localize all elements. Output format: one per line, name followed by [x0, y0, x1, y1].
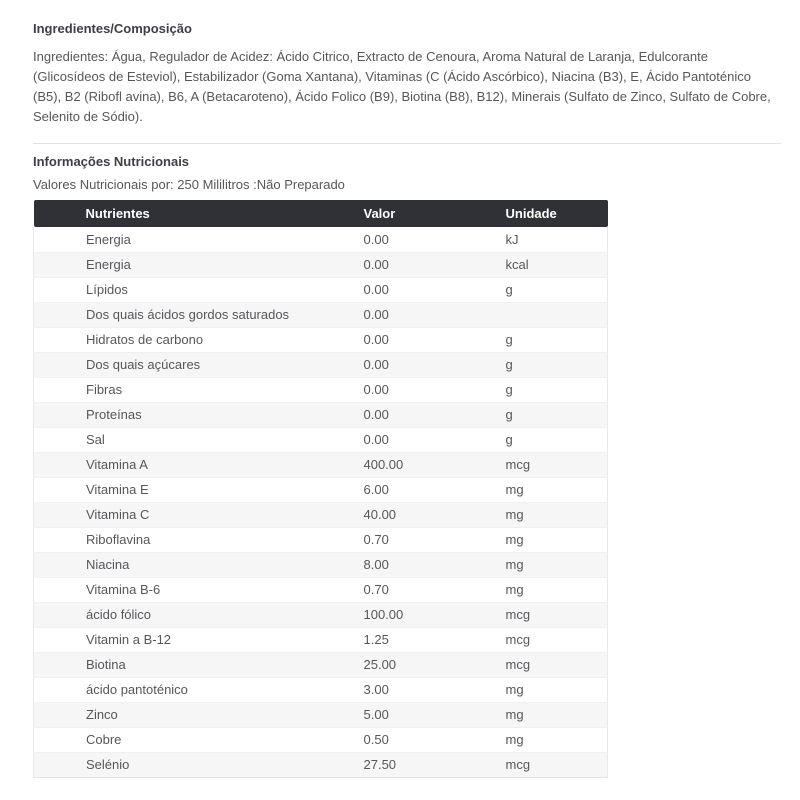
- value-cell: 25.00: [364, 652, 506, 677]
- unit-cell: kJ: [506, 227, 608, 252]
- unit-cell: [506, 302, 608, 327]
- nutrition-table-header: [34, 200, 608, 227]
- nutrient-cell: Sal: [34, 427, 364, 452]
- table-row: [34, 427, 608, 452]
- unit-cell: mcg: [506, 452, 608, 477]
- value-cell: 0.70: [364, 577, 506, 602]
- ingredients-title: Ingredientes/Composição: [33, 21, 192, 36]
- value-cell: 0.00: [364, 302, 506, 327]
- unit-cell: mcg: [506, 652, 608, 677]
- table-row: [34, 302, 608, 327]
- section-divider: [33, 143, 781, 144]
- unit-cell: mcg: [506, 602, 608, 627]
- nutrient-cell: Selénio: [34, 752, 364, 777]
- table-row: [34, 527, 608, 552]
- unit-cell: mg: [506, 577, 608, 602]
- nutrient-cell: ácido pantoténico: [34, 677, 364, 702]
- value-cell: 100.00: [364, 602, 506, 627]
- table-row: [34, 602, 608, 627]
- value-cell: 0.50: [364, 727, 506, 752]
- value-cell: 40.00: [364, 502, 506, 527]
- nutrient-cell: Fibras: [34, 377, 364, 402]
- value-cell: 0.00: [364, 427, 506, 452]
- nutrient-cell: Lípidos: [34, 277, 364, 302]
- table-row: [34, 352, 608, 377]
- unit-cell: mg: [506, 552, 608, 577]
- unit-cell: g: [506, 352, 608, 377]
- nutrient-cell: Vitamina C: [34, 502, 364, 527]
- table-row: [34, 627, 608, 652]
- unit-cell: mg: [506, 727, 608, 752]
- table-row: [34, 327, 608, 352]
- unit-cell: mg: [506, 702, 608, 727]
- value-cell: 5.00: [364, 702, 506, 727]
- nutrition-table-body: [34, 227, 608, 777]
- column-header-valor: Valor: [364, 200, 506, 227]
- value-cell: 0.70: [364, 527, 506, 552]
- nutrient-cell: Vitamina B-6: [34, 577, 364, 602]
- table-row: [34, 277, 608, 302]
- column-header-unidade: Unidade: [506, 200, 608, 227]
- value-cell: 0.00: [364, 277, 506, 302]
- nutrition-section: [33, 154, 781, 778]
- nutrient-cell: Zinco: [34, 702, 364, 727]
- value-cell: 1.25: [364, 627, 506, 652]
- value-cell: 0.00: [364, 402, 506, 427]
- nutrient-cell: Dos quais açúcares: [34, 352, 364, 377]
- value-cell: 27.50: [364, 752, 506, 777]
- header-row: [34, 200, 608, 227]
- value-cell: 0.00: [364, 252, 506, 277]
- table-row: [34, 402, 608, 427]
- table-row: [34, 252, 608, 277]
- column-header-nutrientes: Nutrientes: [34, 200, 364, 227]
- unit-cell: kcal: [506, 252, 608, 277]
- nutrient-cell: Vitamina E: [34, 477, 364, 502]
- unit-cell: g: [506, 327, 608, 352]
- nutrition-serving-label: Valores Nutricionais por: 250 Mililitros :Não Preparado: [33, 177, 345, 192]
- table-row: [34, 452, 608, 477]
- unit-cell: g: [506, 402, 608, 427]
- nutrition-table: [33, 200, 608, 778]
- value-cell: 400.00: [364, 452, 506, 477]
- nutrient-cell: Vitamina A: [34, 452, 364, 477]
- unit-cell: mcg: [506, 752, 608, 777]
- nutrition-title: Informações Nutricionais: [33, 154, 190, 169]
- table-row: [34, 652, 608, 677]
- value-cell: 3.00: [364, 677, 506, 702]
- nutrient-cell: Proteínas: [34, 402, 364, 427]
- unit-cell: mg: [506, 477, 608, 502]
- nutrient-cell: Dos quais ácidos gordos saturados: [34, 302, 364, 327]
- table-row: [34, 727, 608, 752]
- value-cell: 0.00: [364, 352, 506, 377]
- table-row: [34, 552, 608, 577]
- unit-cell: mg: [506, 502, 608, 527]
- table-row: [34, 377, 608, 402]
- table-row: [34, 702, 608, 727]
- nutrient-cell: Riboflavina: [34, 527, 364, 552]
- nutrient-cell: Cobre: [34, 727, 364, 752]
- table-row: [34, 227, 608, 252]
- unit-cell: mg: [506, 677, 608, 702]
- table-row: [34, 752, 608, 777]
- table-row: [34, 677, 608, 702]
- table-row: [34, 477, 608, 502]
- unit-cell: g: [506, 377, 608, 402]
- unit-cell: mg: [506, 527, 608, 552]
- value-cell: 6.00: [364, 477, 506, 502]
- table-row: [34, 577, 608, 602]
- value-cell: 8.00: [364, 552, 506, 577]
- nutrient-cell: Niacina: [34, 552, 364, 577]
- table-row: [34, 502, 608, 527]
- unit-cell: g: [506, 277, 608, 302]
- unit-cell: g: [506, 427, 608, 452]
- nutrient-cell: Energia: [34, 227, 364, 252]
- unit-cell: mcg: [506, 627, 608, 652]
- value-cell: 0.00: [364, 327, 506, 352]
- nutrient-cell: ácido fólico: [34, 602, 364, 627]
- nutrient-cell: Vitamin a B-12: [34, 627, 364, 652]
- value-cell: 0.00: [364, 377, 506, 402]
- nutrient-cell: Energia: [34, 252, 364, 277]
- nutrient-cell: Hidratos de carbono: [34, 327, 364, 352]
- value-cell: 0.00: [364, 227, 506, 252]
- ingredients-text: Ingredientes: Água, Regulador de Acidez: Ácido Citrico, Extracto de Cenoura, Aroma Natural de Laranja, Edulcorante (Glicosídeos de Esteviol), Estabilizador (Goma Xantana), Vitaminas (C (Ácido Ascórbico), Niacina (B3), E, Ácido Pantoténico (B5), B2 (Ribofl avina), B6, A (Betacaroteno), Ácido Folico (B9), Biotina (B8), B12), Minerais (Sulfato de Zinco, Sulfato de Cobre, Selenito de Sódio).: [33, 49, 771, 124]
- ingredients-section: [33, 21, 781, 127]
- nutrient-cell: Biotina: [34, 652, 364, 677]
